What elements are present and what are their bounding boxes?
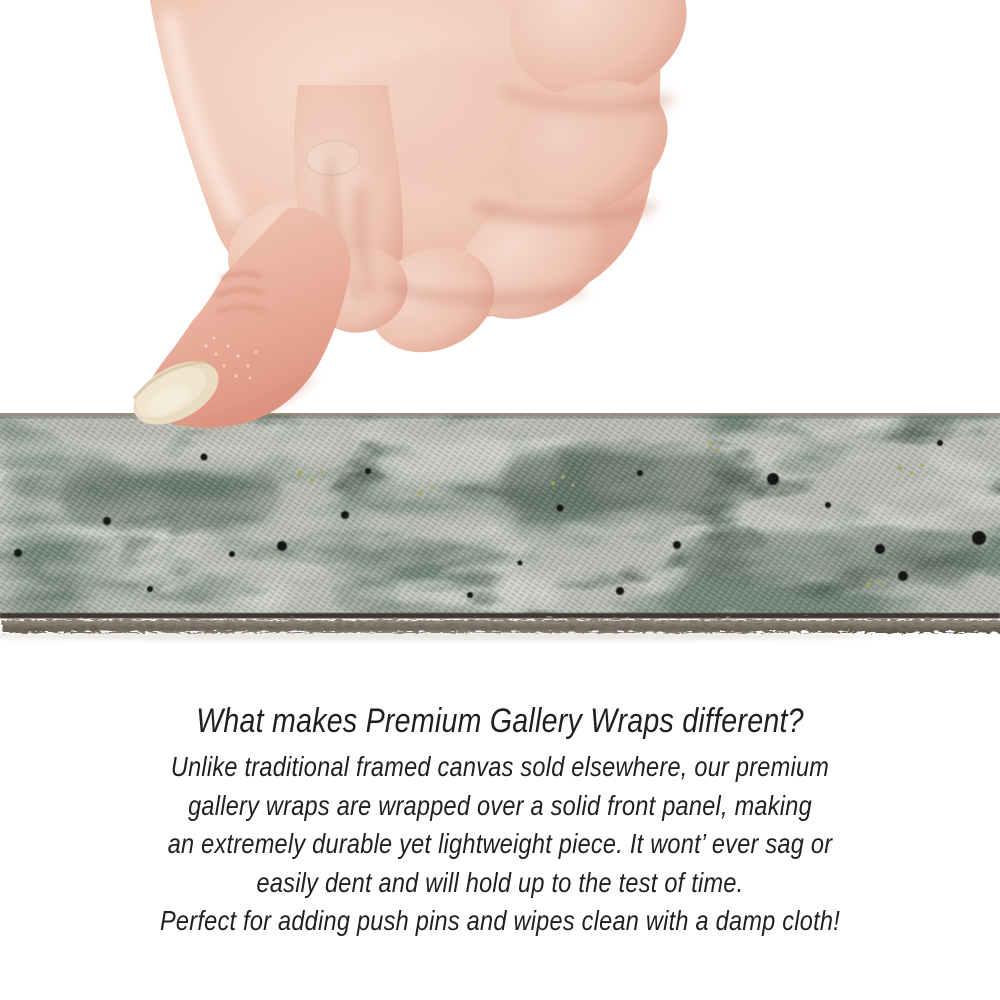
hand bbox=[123, 0, 706, 434]
info-line-3: an extremely durable yet lightweight piece. It wont’ ever sag or bbox=[167, 828, 833, 859]
info-heading: What makes Premium Gallery Wraps different? bbox=[196, 702, 804, 740]
info-line-4: easily dent and will hold up to the test of time. bbox=[256, 866, 744, 898]
canvas-texture bbox=[0, 413, 1000, 641]
panel-edge-fuzz bbox=[0, 618, 1000, 631]
canvas-wrap-edge-photo bbox=[0, 413, 1000, 645]
info-line-5: Perfect for adding push pins and wipes clean with a damp cloth! bbox=[159, 905, 841, 936]
info-line-1: Unlike traditional framed canvas sold elsewhere, our premium bbox=[170, 751, 830, 782]
info-text-block bbox=[80, 701, 920, 941]
hand-thumb-photo bbox=[0, 0, 1000, 434]
palm-inner-shading bbox=[310, 50, 630, 190]
info-body bbox=[80, 748, 920, 941]
panel-edge-shadow bbox=[0, 631, 880, 641]
info-line-2: gallery wraps are wrapped over a solid front panel, making bbox=[188, 789, 812, 821]
panel-edge bbox=[0, 613, 1000, 641]
